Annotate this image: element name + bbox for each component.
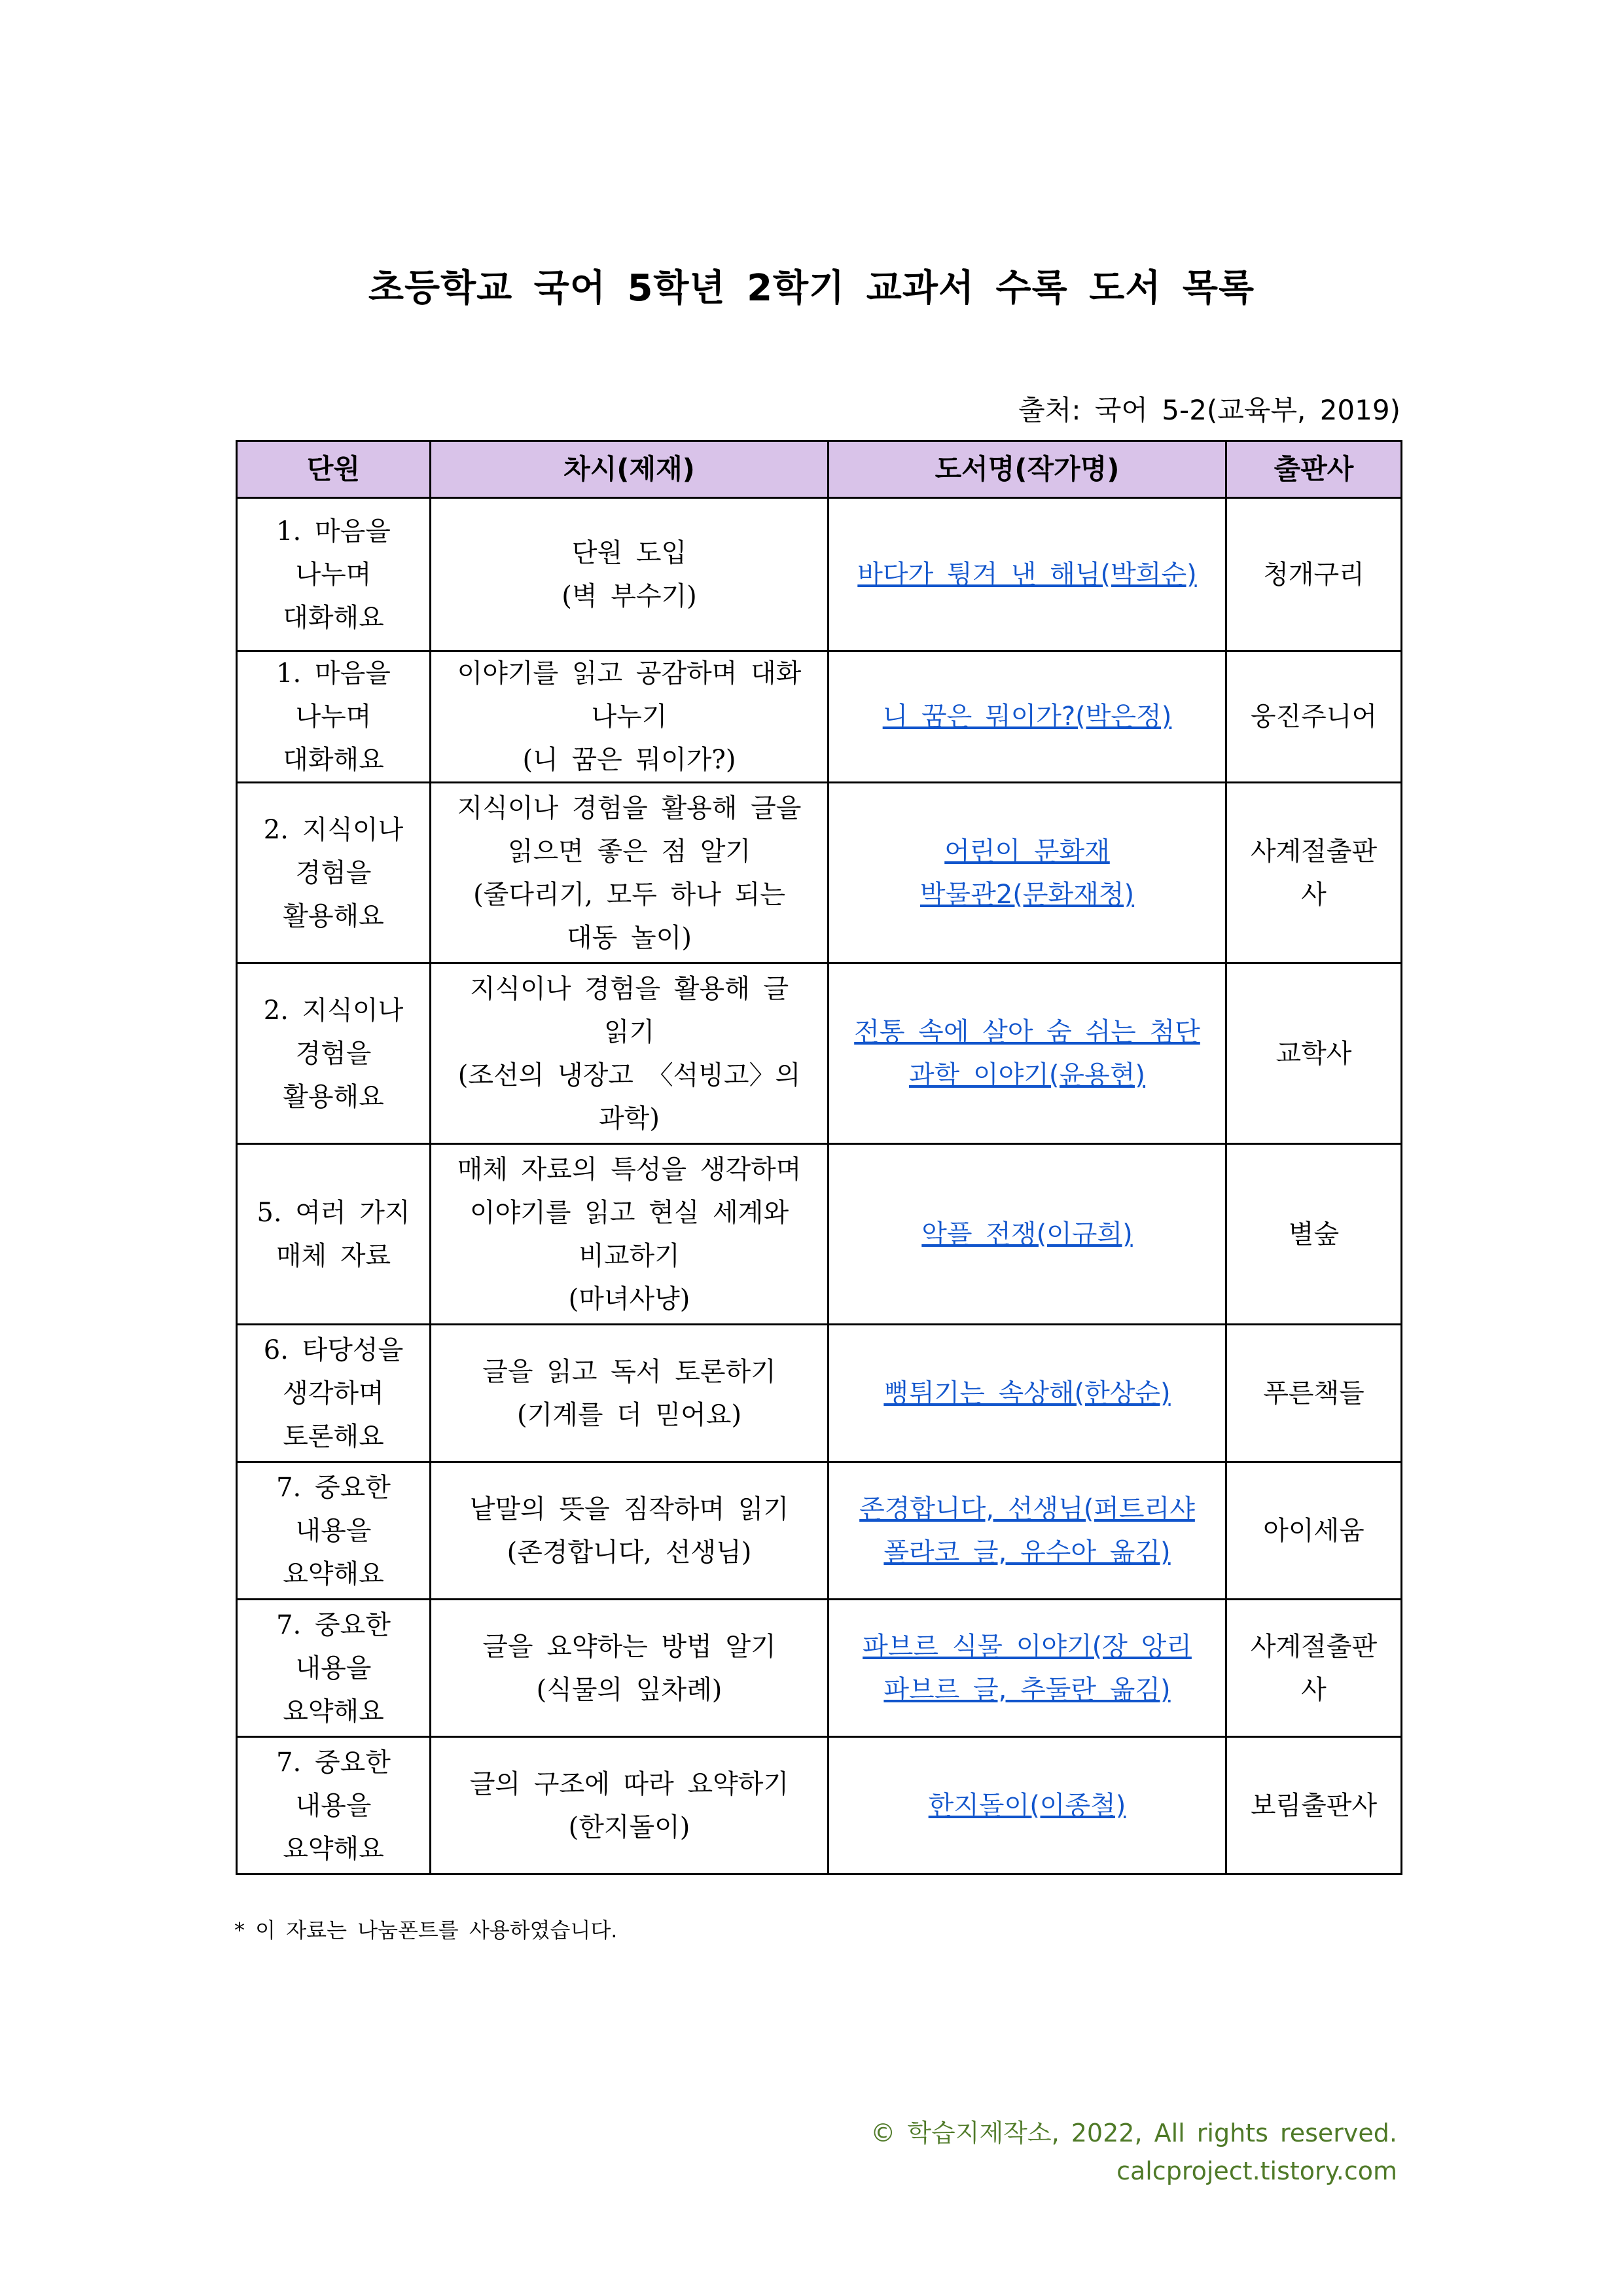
lesson-cell [431,651,829,783]
header-book: 도서명(작가명) [829,441,1226,498]
lesson-cell-line: (줄다리기, 모두 하나 되는 [473,879,785,910]
lesson-cell-line: 지식이나 경험을 활용해 글 [469,973,789,1004]
publisher-cell-line: 아이세움 [1263,1515,1364,1546]
publisher-cell [1226,963,1402,1144]
lesson-cell-line: 과학) [599,1103,660,1134]
book-title-link[interactable]: 뻥튀기는 속상해(한상순) [883,1378,1171,1408]
publisher-cell [1226,498,1402,651]
book-title-link[interactable]: 폴라코 글, 유수아 옮김) [883,1537,1171,1568]
unit-cell [237,1144,431,1325]
book-title-link[interactable]: 파브르 글, 추둘란 옮김) [883,1674,1171,1705]
publisher-cell-line: 웅진주니어 [1250,702,1378,732]
lesson-cell-line: 글을 읽고 독서 토론하기 [482,1356,776,1387]
book-link-line[interactable] [834,1531,1220,1574]
book-link-line[interactable] [834,1488,1220,1531]
publisher-cell [1226,1737,1402,1874]
lesson-cell [431,1144,829,1325]
lesson-cell-line: (한지돌이) [568,1812,690,1842]
table-row [237,1737,1402,1874]
lesson-cell [431,783,829,963]
unit-cell-line: 요약해요 [283,1833,384,1864]
lesson-cell-line: (존경합니다, 선생님) [507,1537,752,1568]
unit-cell-line: 7. 중요한 [276,1609,391,1640]
unit-cell [237,783,431,963]
book-link[interactable] [829,1737,1226,1874]
book-title-link[interactable]: 전통 속에 살아 숨 쉬는 첨단 [854,1016,1200,1047]
lesson-cell-line: 단원 도입 [571,537,687,568]
book-title-link[interactable]: 바다가 튕겨 낸 해님(박희순) [857,559,1197,590]
lesson-cell-line: (마녀사냥) [568,1283,690,1314]
unit-cell-line: 활용해요 [283,901,384,931]
unit-cell [237,963,431,1144]
unit-cell-line: 대화해요 [283,745,384,775]
lesson-cell-line: (조선의 냉장고 〈석빙고〉의 [457,1060,801,1090]
publisher-cell-line: 사계절출판 [1250,836,1378,867]
book-list-table [236,440,1402,1875]
header-lesson: 차시(제재) [431,441,829,498]
table-row [237,963,1402,1144]
unit-cell-line: 경험을 [295,1038,372,1069]
book-title-link[interactable]: 과학 이야기(윤용현) [908,1060,1146,1090]
publisher-cell-line: 보림출판사 [1250,1790,1378,1821]
book-link-line[interactable] [834,1054,1220,1097]
unit-cell-line: 1. 마음을 [276,516,391,547]
lesson-cell [431,1737,829,1874]
book-link-line[interactable] [834,1372,1220,1415]
table-row [237,1325,1402,1462]
unit-cell-line: 내용을 [295,1515,372,1546]
header-unit: 단원 [237,441,431,498]
book-title-link[interactable]: 박물관2(문화재청) [919,879,1135,910]
unit-cell-line: 토론해요 [283,1421,384,1452]
publisher-cell-line: 교학사 [1275,1038,1352,1069]
lesson-cell-line: (벽 부수기) [562,581,697,611]
lesson-cell-line: 읽으면 좋은 점 알기 [507,836,751,867]
unit-cell-line: 7. 중요한 [276,1747,391,1778]
table-row [237,1600,1402,1737]
unit-cell [237,498,431,651]
lesson-cell-line: 글의 구조에 따라 요약하기 [469,1768,789,1799]
book-title-link[interactable]: 니 꿈은 뭐이가?(박은정) [882,702,1172,732]
publisher-cell [1226,651,1402,783]
book-link-line[interactable] [834,830,1220,873]
book-title-link[interactable]: 어린이 문화재 [944,836,1110,867]
lesson-cell-line: 지식이나 경험을 활용해 글을 [457,793,802,823]
publisher-cell-line: 청개구리 [1263,559,1364,590]
lesson-cell [431,1462,829,1600]
copyright-text: © 학습지제작소, 2022, All rights reserved. [870,2119,1397,2147]
book-title-link[interactable]: 파브르 식물 이야기(장 앙리 [863,1631,1192,1662]
document-title: 초등학교 국어 5학년 2학기 교과서 수록 도서 목록 [368,267,1255,310]
book-link-line[interactable] [834,553,1220,596]
book-link-line[interactable] [834,873,1220,916]
unit-cell-line: 요약해요 [283,1558,384,1589]
publisher-cell-line: 사계절출판 [1250,1631,1378,1662]
lesson-cell [431,1600,829,1737]
book-link[interactable] [829,1600,1226,1737]
publisher-cell [1226,1462,1402,1600]
unit-cell-line: 내용을 [295,1790,372,1821]
unit-cell-line: 활용해요 [283,1081,384,1112]
book-link-line[interactable] [834,1213,1220,1256]
lesson-cell-line: 비교하기 [579,1240,680,1271]
source-citation: 출처: 국어 5-2(교육부, 2019) [1018,394,1400,426]
unit-cell-line: 2. 지식이나 [263,995,404,1026]
unit-cell [237,1325,431,1462]
lesson-cell [431,963,829,1144]
book-title-link[interactable]: 악플 전쟁(이규희) [921,1219,1133,1249]
header-publisher: 출판사 [1226,441,1402,498]
unit-cell-line: 1. 마음을 [276,658,391,689]
lesson-cell-line: (기계를 더 믿어요) [516,1399,742,1430]
publisher-cell-line: 사 [1301,1674,1327,1705]
book-title-link[interactable]: 한지돌이(이종철) [928,1790,1126,1821]
book-link[interactable] [829,1325,1226,1462]
lesson-cell-line: 글을 요약하는 방법 알기 [482,1631,776,1662]
book-link[interactable] [829,963,1226,1144]
book-link[interactable] [829,783,1226,963]
book-title-link[interactable]: 존경합니다, 선생님(퍼트리샤 [859,1494,1195,1524]
table-header-row [237,441,1402,498]
unit-cell [237,1737,431,1874]
lesson-cell [431,498,829,651]
unit-cell-line: 7. 중요한 [276,1472,391,1503]
book-link-line[interactable] [834,1625,1220,1668]
lesson-cell [431,1325,829,1462]
table-row [237,651,1402,783]
lesson-cell-line: 읽기 [603,1016,655,1047]
unit-cell-line: 요약해요 [283,1696,384,1727]
book-link[interactable] [829,1462,1226,1600]
copyright-block [870,2114,1397,2190]
publisher-cell [1226,1600,1402,1737]
lesson-cell-line: 나누기 [591,702,668,732]
book-link[interactable] [829,651,1226,783]
lesson-cell-line: 이야기를 읽고 공감하며 대화 [457,658,802,689]
site-url: calcproject.tistory.com [1116,2157,1397,2185]
unit-cell-line: 생각하며 [283,1378,384,1408]
lesson-cell-line: 매체 자료의 특성을 생각하며 [457,1154,802,1185]
table-row [237,1144,1402,1325]
table-row [237,498,1402,651]
publisher-cell-line: 별숲 [1288,1219,1340,1249]
publisher-cell-line: 푸른책들 [1263,1378,1364,1408]
book-link-line[interactable] [834,1011,1220,1054]
unit-cell-line: 나누며 [295,559,372,590]
lesson-cell-line: (니 꿈은 뭐이가?) [522,745,736,775]
lesson-cell-line: 낱말의 뜻을 짐작하며 읽기 [469,1494,789,1524]
publisher-cell [1226,783,1402,963]
lesson-cell-line: 대동 놀이) [567,922,692,953]
font-note: * 이 자료는 나눔폰트를 사용하였습니다. [234,1918,618,1943]
publisher-cell [1226,1325,1402,1462]
unit-cell-line: 내용을 [295,1653,372,1683]
lesson-cell-line: 이야기를 읽고 현실 세계와 [469,1197,789,1228]
unit-cell-line: 대화해요 [283,602,384,633]
unit-cell-line: 5. 여러 가지 [257,1197,410,1228]
unit-cell-line: 6. 타당성을 [263,1335,404,1365]
book-link-line[interactable] [834,1784,1220,1827]
publisher-cell-line: 사 [1301,879,1327,910]
unit-cell-line: 2. 지식이나 [263,814,404,845]
table-row [237,1462,1402,1600]
book-link-line[interactable] [834,1668,1220,1712]
book-link[interactable] [829,1144,1226,1325]
lesson-cell-line: (식물의 잎차례) [536,1674,722,1705]
book-link-line[interactable] [834,695,1220,738]
unit-cell [237,1462,431,1600]
unit-cell [237,1600,431,1737]
unit-cell [237,651,431,783]
book-link[interactable] [829,498,1226,651]
publisher-cell [1226,1144,1402,1325]
unit-cell-line: 경험을 [295,857,372,888]
table-row [237,783,1402,963]
unit-cell-line: 나누며 [295,702,372,732]
unit-cell-line: 매체 자료 [276,1240,391,1271]
